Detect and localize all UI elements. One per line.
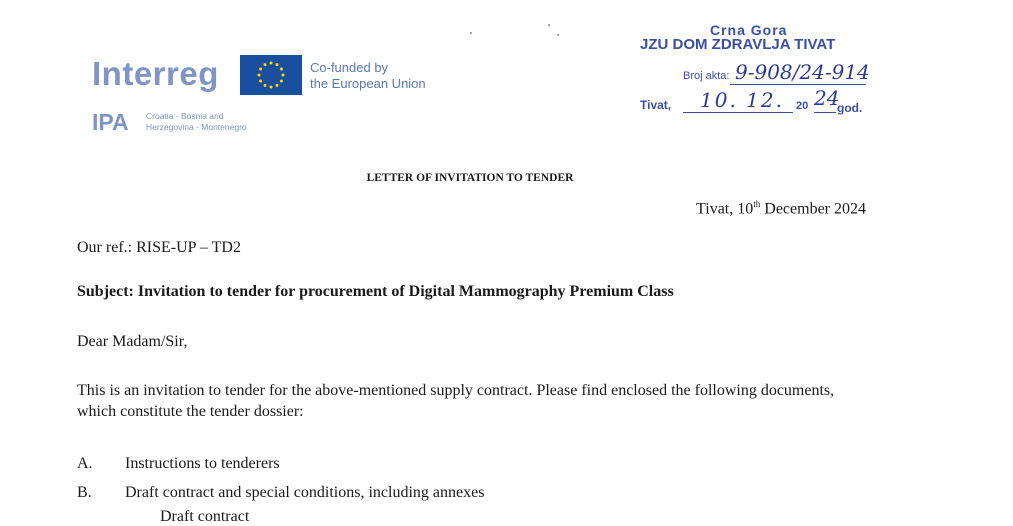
intro-paragraph: This is an invitation to tender for the above-mentioned supply contract. Please find enclosed the following documents, which constitute the tender dossier: (77, 382, 835, 420)
list-item-text: Instructions to tenderers (125, 455, 280, 472)
eu-star-icon (264, 84, 267, 87)
eu-star-icon (280, 68, 283, 71)
stamp-date: 10. 12. (700, 88, 784, 112)
stamp-act-underline (730, 84, 866, 85)
cofunded-line-1: Co-funded by (310, 60, 389, 75)
cutoff-text: Draft contract (160, 508, 250, 525)
eu-star-icon (270, 62, 273, 65)
stamp-year-suffix: 24 (814, 86, 840, 110)
place-date (696, 199, 866, 218)
reference-line: Our ref.: RISE-UP – TD2 (77, 239, 241, 256)
list-item-letter: B. (77, 484, 92, 501)
subject-line: Subject: Invitation to tender for procurement of Digital Mammography Premium Class (77, 283, 674, 300)
place-date-ordinal: th (753, 199, 761, 209)
stamp-act-label: Broj akta: (683, 70, 730, 82)
stamp-date-underline (683, 112, 793, 113)
list-item-letter: A. (77, 455, 93, 472)
ipa-countries-line-1: Croatia - Bosnia and (146, 111, 224, 121)
eu-star-icon (258, 74, 261, 77)
ipa-logo-text: IPA (92, 109, 129, 135)
eu-star-icon (282, 74, 285, 77)
stamp-country: Crna Gora (710, 22, 788, 38)
stamp-institution: JZU DOM ZDRAVLJA TIVAT (640, 36, 836, 53)
place-date-end: December 2024 (760, 200, 866, 218)
scan-speck (548, 24, 550, 26)
eu-star-icon (280, 80, 283, 83)
eu-flag-icon (240, 55, 302, 95)
scan-speck (557, 34, 559, 36)
interreg-logo-text: Interreg (92, 55, 219, 92)
stamp-city: Tivat, (640, 98, 672, 112)
list-item-text: Draft contract and special conditions, including annexes (125, 484, 485, 501)
eu-star-icon (276, 84, 279, 87)
cofunded-line-2: the European Union (310, 76, 426, 91)
ipa-countries-label (146, 111, 247, 133)
cofunded-label (310, 60, 426, 92)
stamp-year-underline (814, 112, 836, 113)
scan-speck (470, 32, 472, 34)
eu-star-icon (259, 80, 262, 83)
eu-star-icon (270, 86, 273, 89)
stamp-year-prefix: 20 (796, 100, 809, 112)
letter-title: LETTER OF INVITATION TO TENDER (366, 172, 574, 184)
eu-star-icon (276, 63, 279, 66)
ipa-countries-line-2: Herzegovina - Montenegro (146, 122, 247, 132)
stamp-god: god. (837, 101, 863, 115)
eu-star-icon (259, 68, 262, 71)
stamp-act-number: 9-908/24-914 (735, 60, 870, 84)
place-date-start: Tivat, 10 (696, 200, 754, 218)
salutation: Dear Madam/Sir, (77, 333, 188, 350)
eu-star-icon (264, 63, 267, 66)
